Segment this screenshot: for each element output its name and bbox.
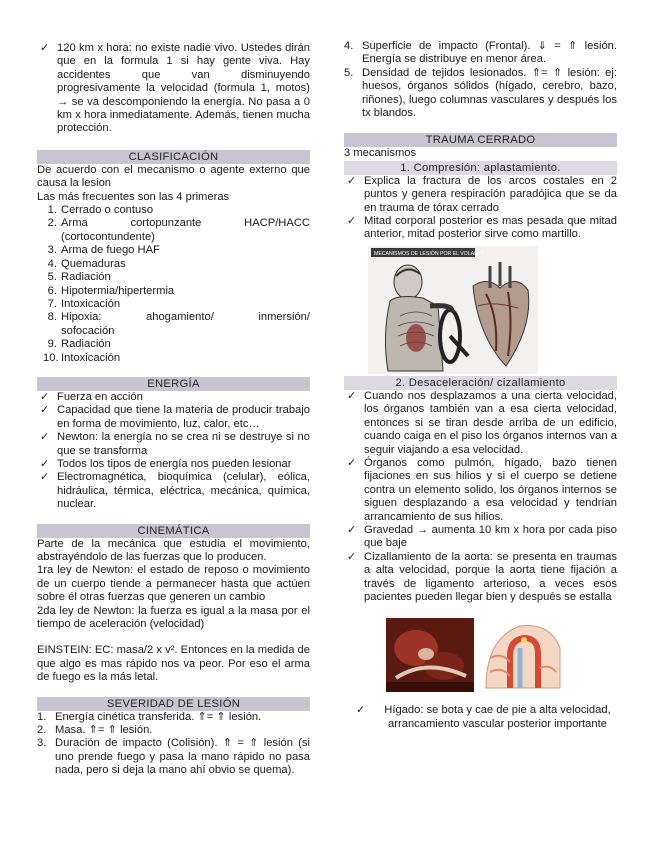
list-item: 8. Hipoxia: ahogamiento/ inmersión/ sofocación	[47, 311, 310, 337]
list-item: ✓ Explica la fractura de los arcos costales en 2 puntos y genera respiración paradójica que se da en trauma de tórax cerrado	[347, 174, 617, 214]
list-item: 3. Duración de impacto (Colisión). ⇑ = ⇑ lesión (si uno prende fuego y pasa la mano rápido no pasa nada, pero si deja la mano ahí obvio se quema).	[37, 737, 310, 777]
checkmark-icon: ✓	[356, 704, 366, 717]
aorta-illustrations	[344, 618, 617, 694]
subsection-header-compresion: 1. Compresión: aplastamiento.	[344, 161, 617, 175]
list-item: 1. Energía cinética transferida. ⇑= ⇑ lesión.	[37, 710, 262, 723]
checkmark-icon: ✓	[347, 456, 357, 469]
list-item: ✓ Fuerza en acción	[40, 390, 143, 403]
section-header-trauma-cerrado: TRAUMA CERRADO	[344, 133, 617, 147]
checkmark-icon: ✓	[347, 389, 357, 402]
section-header-cinematica: CINEMÁTICA	[37, 524, 310, 538]
checkmark-icon: ✓	[347, 215, 357, 228]
list-item: 3. Arma de fuego HAF	[47, 244, 160, 257]
clasificacion-list	[37, 204, 310, 365]
list-item: 2. Arma cortopunzante HACP/HACC (cortocontundente)	[47, 217, 310, 243]
list-item: ✓ Newton: la energía no se crea ni se destruye si no que se transforma	[40, 431, 310, 457]
list-item: ✓ Órganos como pulmón, hígado, bazo tienen fijaciones en sus hilios y si el cuerpo se detiene contra un elemento solido, los órganos internos se siguen desplazando a esa velocidad y tendrían arrancamiento de sus hilios.	[347, 456, 617, 523]
list-item: 4. Quemaduras	[47, 257, 126, 270]
checkmark-icon: ✓	[40, 431, 50, 444]
chest-impact-drawing	[368, 246, 538, 374]
section-header-severidad: SEVERIDAD DE LESIÓN	[37, 697, 310, 711]
list-item: 1. Cerrado o contuso	[47, 204, 154, 217]
left-column	[37, 0, 310, 778]
paragraph: Las más frecuentes son las 4 primeras	[37, 190, 230, 203]
list-item: 9. Radiación	[47, 338, 111, 351]
checkmark-icon: ✓	[40, 404, 50, 417]
paragraph: 1ra ley de Newton: el estado de reposo o movimiento de un cuerpo tiende a permanecer hasta que actúen sobre él otras fuerzas que generen un cambio	[37, 564, 310, 604]
paragraph: De acuerdo con el mecanismo o agente externo que causa la lesion	[37, 163, 310, 190]
aorta-diagram	[480, 618, 566, 692]
list-item: ✓ Cizallamiento de la aorta: se presenta en traumas a alta velocidad, porque la aorta tiene fijación a través de ligamento arterioso, a veces esos pacientes pueden llegar bien y después se estalla	[347, 550, 617, 603]
checkmark-icon: ✓	[347, 523, 357, 536]
paragraph: EINSTEIN: EC: masa/2 x v². Entonces en la medida de que algo es mas rápido nos va peor. Por eso el arma de fuego es la más letal.	[37, 644, 310, 684]
item-text: 120 km x hora: no existe nadie vivo. Ustedes dirán que en la formula 1 si hay gente viva. Hay accidentes que van disminuyendo progresivamente la velocidad (formula 1, motos) → se va descomponiendo la energía. No pasa a 0 km x hora inmediatamente. Además, tienen mucha protección.	[57, 42, 310, 135]
list-item: ✓ Cuando nos desplazamos a una cierta velocidad, los órganos también van a esa cierta velocidad, entonces si se tiran desde arriba de un edificio, cuando caiga en el piso los órganos internos van a seguir viajando a esa velocidad.	[347, 389, 617, 456]
paragraph: 2da ley de Newton: la fuerza es igual a la masa por el tiempo de aceleración (velocidad)	[37, 604, 310, 631]
severidad-list-continued	[344, 40, 617, 120]
section-header-energia: ENERGÍA	[37, 377, 310, 391]
checkmark-icon: ✓	[40, 390, 50, 403]
energia-list	[37, 391, 310, 512]
list-item: ✓ Electromagnética, bioquímica (celular), eólica, hidráulica, térmica, eléctrica, mecánica, química, nuclear.	[40, 471, 310, 511]
paragraph: 3 mecanismos	[344, 147, 417, 160]
list-item: ✓ Mitad corporal posterior es mas pesada que mitad anterior, mitad posterior sirve como martillo.	[347, 215, 617, 241]
steering-wheel-illustration	[344, 246, 617, 374]
list-item: 2. Masa. ⇑= ⇑ lesión.	[37, 724, 153, 737]
checkmark-icon: ✓	[347, 550, 357, 563]
aorta-photo	[386, 618, 474, 692]
paragraph: Parte de la mecánica que estudia el movimiento, abstrayéndolo de las fuerzas que lo producen.	[37, 537, 310, 563]
list-item: ✓ Todos los tipos de energía nos pueden lesionar	[40, 457, 292, 470]
checkmark-icon: ✓	[40, 471, 50, 484]
checkmark-icon: ✓	[40, 42, 50, 54]
list-item: 4. Superficie de impacto (Frontal). ⇓ = ⇑ lesión. Energía se distribuye en menor área.	[344, 40, 617, 66]
list-item: ✓ Hígado: se bota y cae de pie a alta velocidad, arrancamiento vascular posterior importante	[356, 704, 611, 730]
list-item: ✓ Capacidad que tiene la materia de producir trabajo en forma de movimiento, luz, calor, etc…	[40, 404, 310, 430]
list-item: 5. Radiación	[47, 271, 111, 284]
section-header-clasificacion: CLASIFICACIÓN	[37, 150, 310, 164]
list-item	[37, 42, 310, 136]
list-item: 5. Densidad de tejidos lesionados. ⇑= ⇑ lesión: ej: huesos, órganos sólidos (hígado, cerebro, bazo, riñones), luego columnas vasculares y después los tx blandos.	[344, 66, 617, 120]
illustration-caption: MECANISMOS DE LESIÓN POR EL VOLANTE	[374, 250, 485, 257]
subsection-header-desaceleracion: 2. Desaceleración/ cizallamiento	[344, 376, 617, 390]
checkmark-icon: ✓	[347, 174, 357, 187]
list-item: 10. Intoxicación	[43, 351, 121, 364]
checkmark-icon: ✓	[40, 457, 50, 470]
list-item: ✓ Gravedad → aumenta 10 km x hora por cada piso que baje	[347, 523, 617, 550]
list-item: 6. Hipotermia/hipertermia	[47, 284, 175, 297]
severidad-list	[37, 711, 310, 778]
right-column	[344, 0, 617, 731]
list-item: 7. Intoxicación	[47, 297, 121, 310]
